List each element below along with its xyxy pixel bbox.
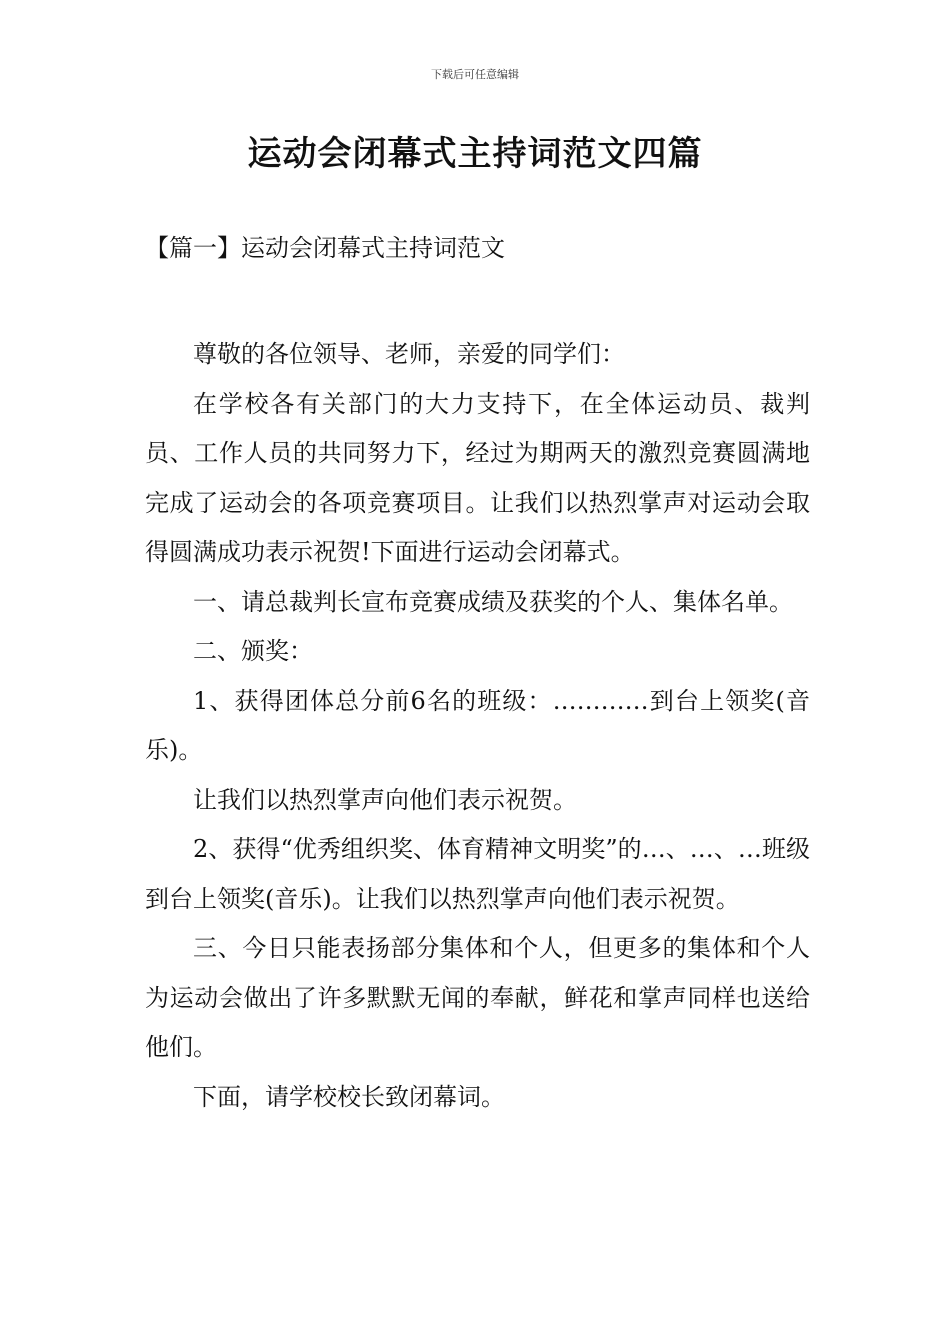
document-title: 运动会闭幕式主持词范文四篇 [247,134,703,174]
paragraph-closing: 下面，请学校校长致闭幕词。 [193,1082,505,1111]
paragraph-intro: 在学校各有关部门的大力支持下，在全体运动员、裁判员、工作人员的共同努力下，经过为期两天的激烈竞赛圆满地完成了运动会的各项竞赛项目。让我们以热烈掌声对运动会取得圆满成功表示祝贺!下面进行运动会闭幕式。 [145,389,810,566]
section-heading: 【篇一】运动会闭幕式主持词范文 [145,234,505,262]
paragraph-award-one: 1、获得团体总分前6名的班级：…………到台上领奖(音乐)。 [145,686,810,764]
paragraph-greeting: 尊敬的各位领导、老师，亲爱的同学们： [193,340,625,368]
paragraph-applause: 让我们以热烈掌声向他们表示祝贺。 [193,785,577,814]
paragraph-award-two: 2、获得“优秀组织奖、体育精神文明奖”的…、…、…班级到台上领奖(音乐)。让我们以热烈掌声向他们表示祝贺。 [145,835,810,913]
paragraph-item-two: 二、颁奖： [193,637,313,665]
paragraph-item-three: 三、今日只能表扬部分集体和个人，但更多的集体和个人为运动会做出了许多默默无闻的奉献，鲜花和掌声同样也送给他们。 [145,934,810,1061]
paragraph-item-one: 一、请总裁判长宣布竞赛成绩及获奖的个人、集体名单。 [193,587,793,616]
header-note: 下载后可任意编辑 [431,68,519,81]
document-body [145,330,810,1122]
